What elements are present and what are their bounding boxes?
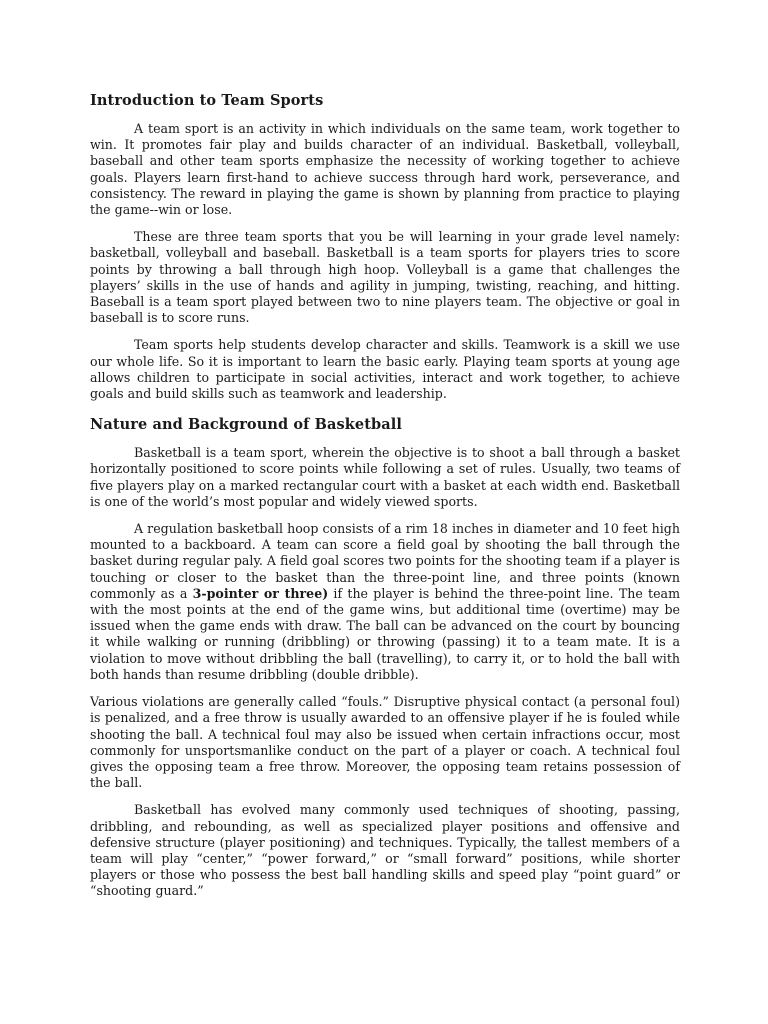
section-title-basketball: Nature and Background of Basketball bbox=[90, 416, 402, 434]
document-page bbox=[90, 92, 680, 911]
paragraph: Team sports help students develop character and skills. Teamwork is a skill we use our whole life. So it is important to learn the basic early. Playing team sports at young age allows children to participate in social activities, interact and work together, to achieve goals and build skills such as teamwork and leadership. bbox=[90, 337, 680, 402]
paragraph: These are three team sports that you be will learning in your grade level namely: basketball, volleyball and baseball. Basketball is a team sports for players tries to score points by throwing a ball through high hoop. Volleyball is a game that challenges the players’ skills in the use of hands and agility in jumping, twisting, reaching, and hitting. Baseball is a team sport played between two to nine players team. The objective or goal in baseball is to score runs. bbox=[90, 229, 680, 326]
paragraph: A team sport is an activity in which individuals on the same team, work together to win. It promotes fair play and builds character of an individual. Basketball, volleyball, baseball and other team sports emphasize the necessity of working together to achieve goals. Players learn first-hand to achieve success through hard work, perseverance, and consistency. The reward in playing the game is shown by planning from practice to playing the game--win or lose. bbox=[90, 121, 680, 218]
paragraph-text: if the player is behind the three-point line. The team with the most points at the end of the game wins, but additional time (overtime) may be issued when the game ends with draw. The ball can be advanced on the court by bouncing it while walking or running (dribbling) or throwing (passing) it to a team mate. It is a violation to move without dribbling the ball (travelling), to carry it, or to hold the ball with both hands than resume dribbling (double dribble). bbox=[90, 585, 681, 682]
paragraph-text: A regulation basketball hoop consists of a rim 18 inches in diameter and 10 feet high mounted to a backboard. A team can score a field goal by shooting the ball through the basket during regular paly. A field goal scores two points for the shooting team if a player is touching or closer to the basket than the three-point line, and three points (known commonly as a bbox=[90, 521, 680, 601]
paragraph-hoop bbox=[90, 521, 680, 683]
paragraph-fouls: Various violations are generally called “fouls.” Disruptive physical contact (a personal foul) is penalized, and a free throw is usually awarded to an offensive player if he is fouled while shooting the ball. A technical foul may also be issued when certain infractions occur, most commonly for unsportsmanlike conduct on the part of a player or coach. A technical foul gives the opposing team a free throw. Moreover, the opposing team retains possession of the ball. bbox=[90, 694, 680, 791]
paragraph-techniques: Basketball has evolved many commonly used techniques of shooting, passing, dribbling, and rebounding, as well as specialized player positions and offensive and defensive structure (player positioning) and techniques. Typically, the tallest members of a team will play “center,” “power forward,” or “small forward” positions, while shorter players or those who possess the best ball handling skills and speed play “point guard” or “shooting guard.” bbox=[90, 802, 680, 899]
paragraph-bold-term: 3-pointer or three) bbox=[192, 585, 329, 601]
paragraph: Basketball is a team sport, wherein the objective is to shoot a ball through a basket horizontally positioned to score points while following a set of rules. Usually, two teams of five players play on a marked rectangular court with a basket at each width end. Basketball is one of the world’s most popular and widely viewed sports. bbox=[90, 445, 680, 509]
section-title-team-sports: Introduction to Team Sports bbox=[90, 92, 324, 109]
